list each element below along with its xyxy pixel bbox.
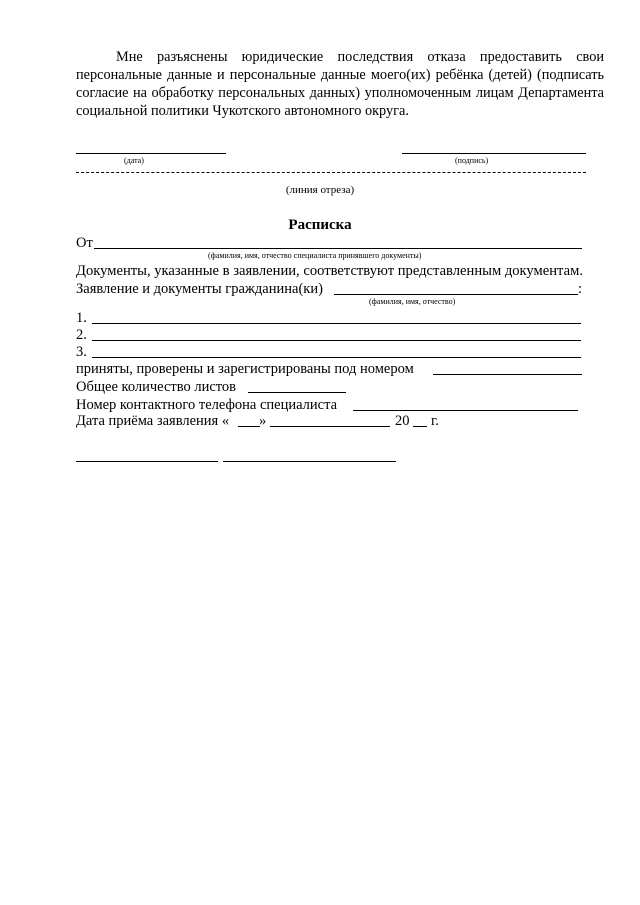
day-line[interactable] <box>238 426 260 427</box>
from-caption: (фамилия, имя, отчество специалиста принявшего документы) <box>208 251 422 260</box>
sheets-label: Общее количество листов <box>76 379 237 395</box>
registered-label: приняты, проверены и зарегистрированы под номером <box>76 361 414 377</box>
from-line[interactable] <box>94 248 582 249</box>
cut-line-label: (линия отреза) <box>285 184 355 196</box>
consent-text: Мне разъяснены юридические последствия отказа предоставить свои персональные данные и персональные данные моего(их) ребёнка (детей) (подписать согласие на обработку персональных данных) уполномоченным лицам Департамента социальной политики Чукотского автономного округа. <box>76 49 604 119</box>
date-caption: (дата) <box>124 156 144 165</box>
signature-caption: (подпись) <box>455 156 489 165</box>
phone-label: Номер контактного телефона специалиста <box>76 397 338 413</box>
item-1-line[interactable] <box>92 323 581 324</box>
item-3-number: 3. <box>76 344 87 360</box>
consent-paragraph <box>76 48 604 120</box>
from-label: От <box>76 235 93 251</box>
year-prefix: 20 <box>395 413 410 429</box>
applicant-suffix: : <box>578 281 583 297</box>
item-3-line[interactable] <box>92 357 581 358</box>
applicant-label: Заявление и документы гражданина(ки) <box>76 281 323 297</box>
item-2-number: 2. <box>76 327 87 343</box>
date-close-quote: » <box>259 413 267 429</box>
cut-line <box>76 172 586 173</box>
documents-line: Документы, указанные в заявлении, соответствуют представленным документам. <box>76 263 583 279</box>
receipt-title: Расписка <box>288 217 352 233</box>
sheets-count-line[interactable] <box>248 392 346 393</box>
year-line[interactable] <box>413 426 427 427</box>
signature-line[interactable] <box>402 153 586 154</box>
bottom-name-line[interactable] <box>223 461 396 462</box>
applicant-line[interactable] <box>334 294 578 295</box>
date-label: Дата приёма заявления « <box>76 413 230 429</box>
phone-line[interactable] <box>353 410 578 411</box>
bottom-signature-line[interactable] <box>76 461 218 462</box>
date-line[interactable] <box>76 153 226 154</box>
month-line[interactable] <box>270 426 390 427</box>
registration-number-line[interactable] <box>433 374 582 375</box>
year-suffix: г. <box>431 413 439 429</box>
item-2-line[interactable] <box>92 340 581 341</box>
item-1-number: 1. <box>76 310 87 326</box>
applicant-caption: (фамилия, имя, отчество) <box>369 297 456 306</box>
